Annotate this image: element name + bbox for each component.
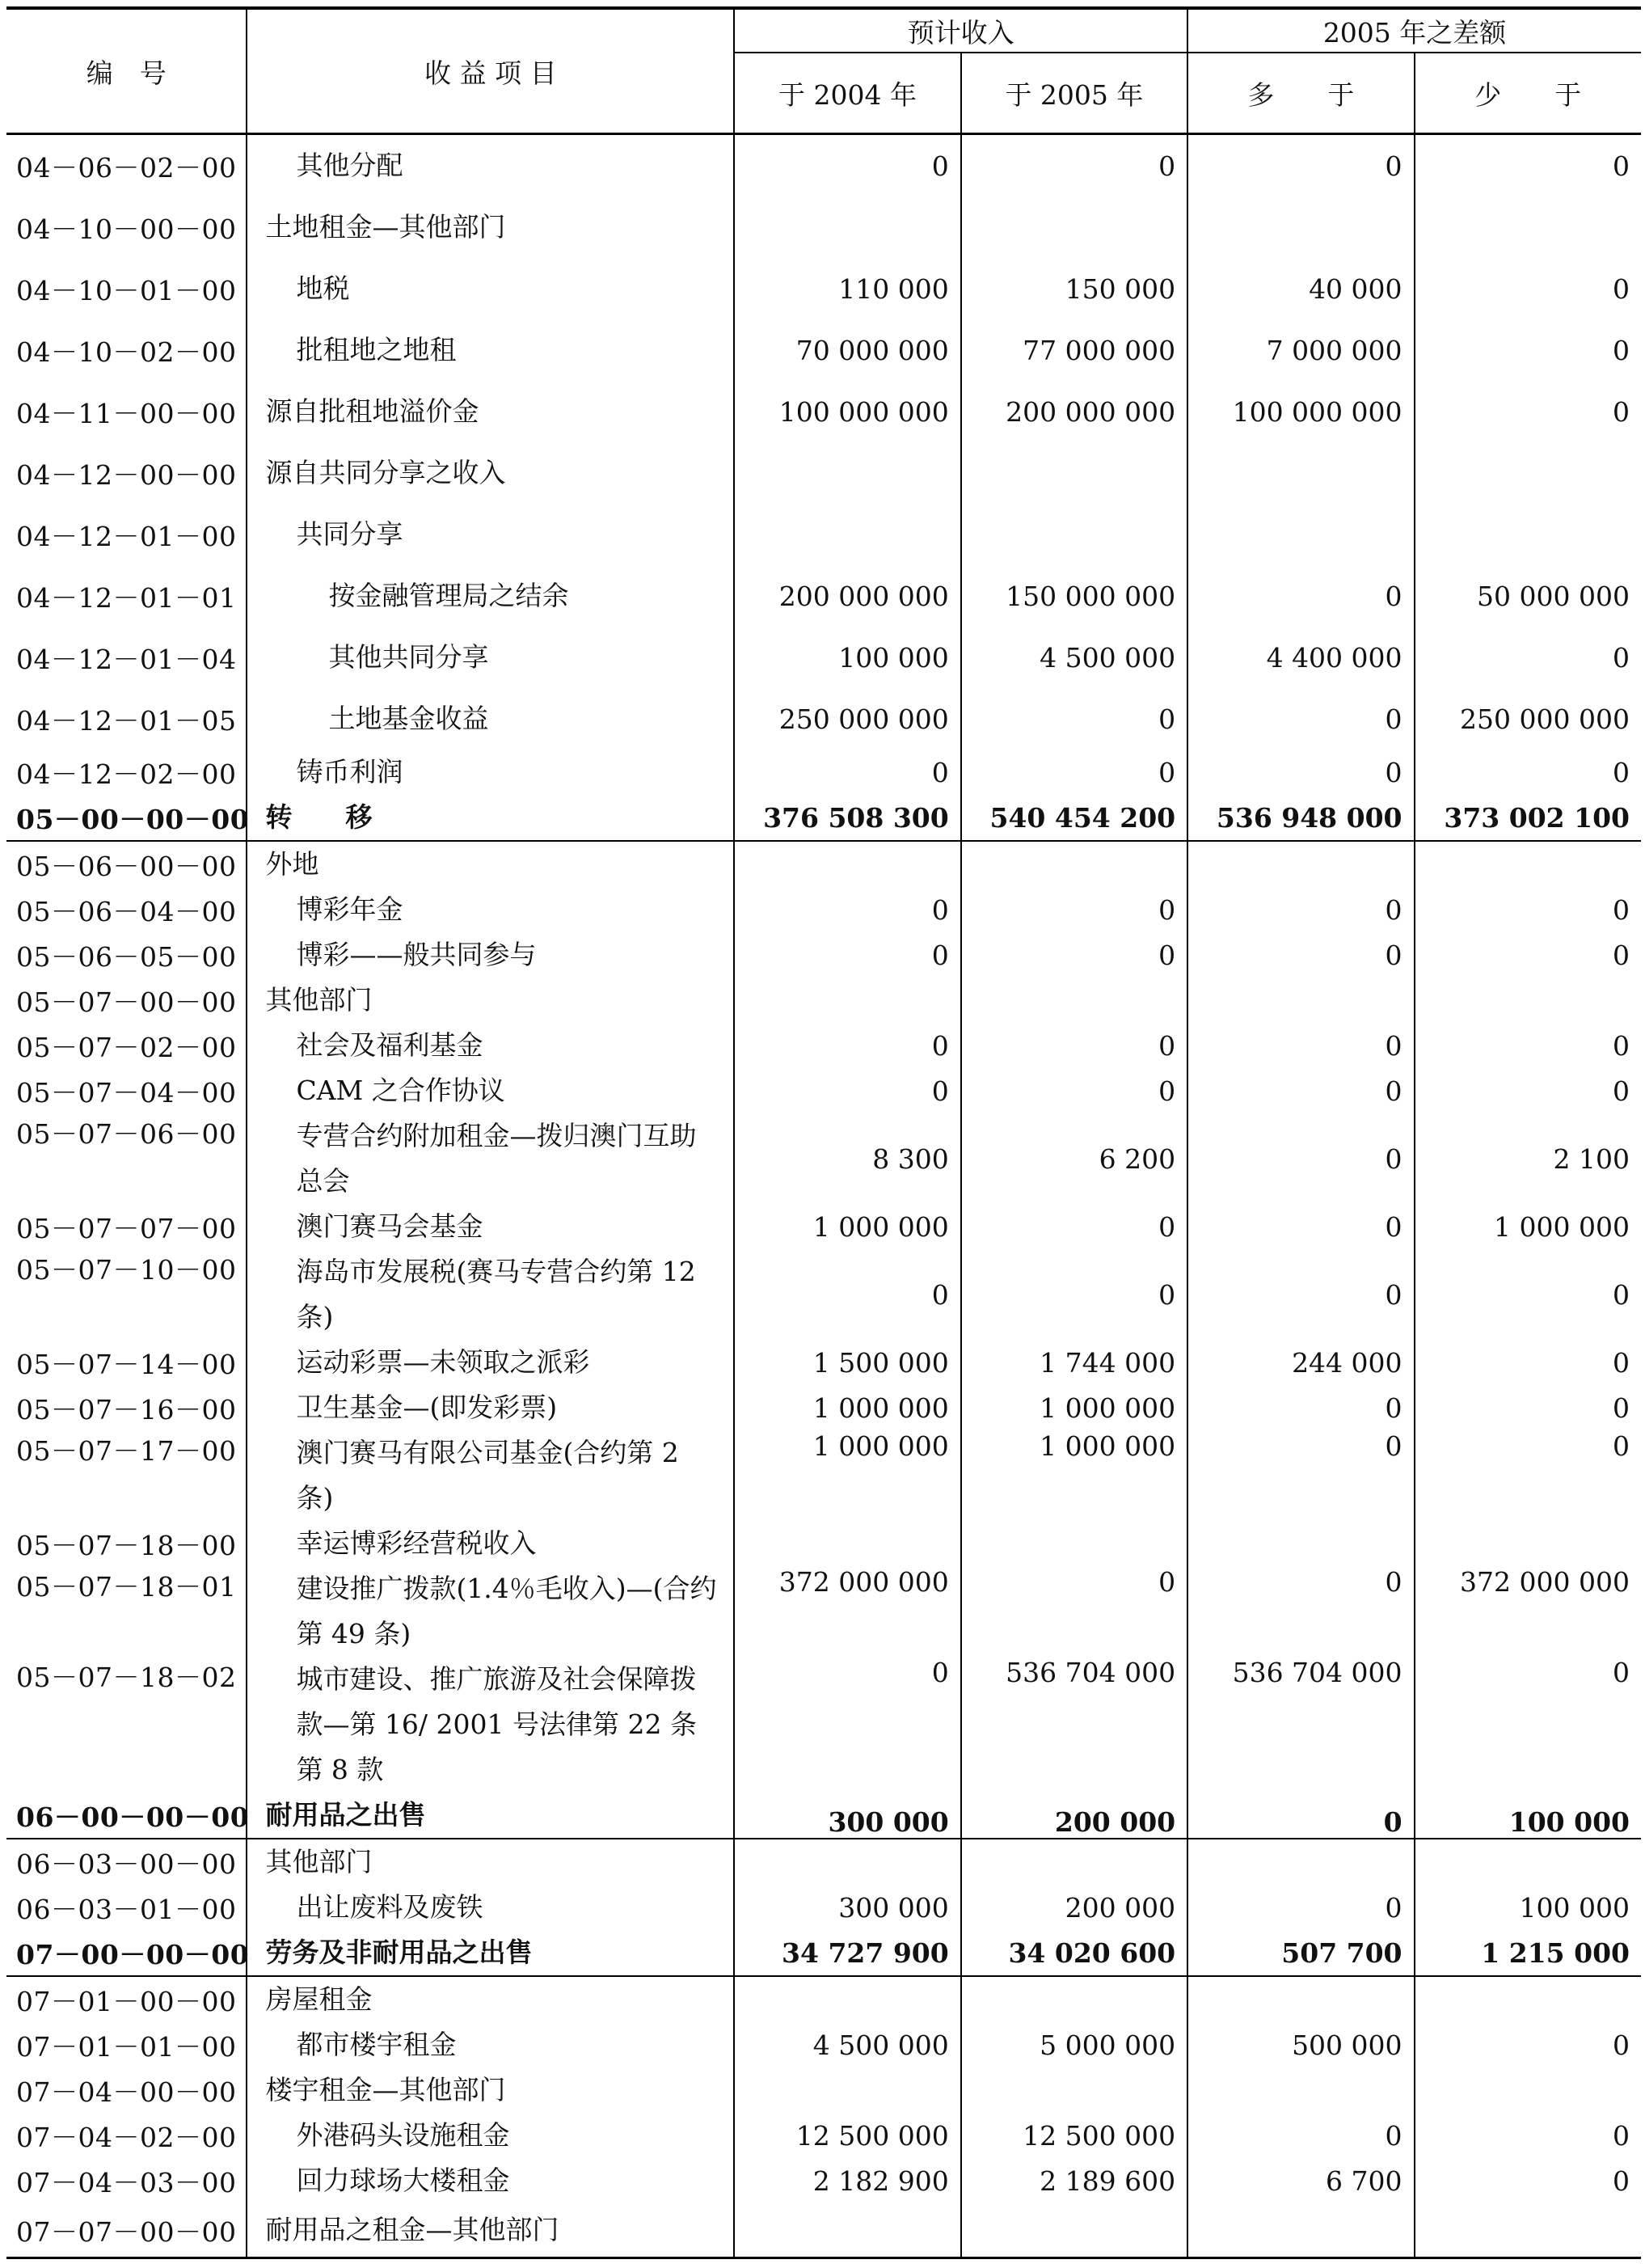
row-item: 幸运博彩经营税收入 <box>247 1521 734 1566</box>
row-item: 其他部门 <box>247 978 734 1023</box>
table-row <box>6 2113 1641 2158</box>
row-item: 地税 <box>247 258 734 319</box>
table-row <box>6 627 1641 688</box>
row-item: 社会及福利基金 <box>247 1023 734 1068</box>
value-less: 0 <box>1613 2029 1630 2061</box>
table-row <box>6 381 1641 442</box>
value-2004: 2 182 900 <box>734 2158 960 2203</box>
value-more: 536 948 000 <box>1187 795 1414 841</box>
value-less <box>1415 196 1641 258</box>
row-item: 土地租金—其他部门 <box>247 196 734 258</box>
table-row <box>6 1430 1641 1521</box>
value-more: 0 <box>1187 932 1414 978</box>
value-2004: 0 <box>734 932 960 978</box>
row-code: 05－06－05－00 <box>6 932 247 978</box>
value-more: 0 <box>1187 1430 1414 1521</box>
value-2004 <box>734 978 960 1023</box>
row-item: 源自批租地溢价金 <box>247 381 734 442</box>
value-more <box>1187 1839 1414 1885</box>
value-2004 <box>734 196 960 258</box>
value-more <box>1187 978 1414 1023</box>
value-more: 0 <box>1187 565 1414 627</box>
table-row <box>6 1068 1641 1113</box>
value-less: 0 <box>1613 1029 1630 1062</box>
value-less: 0 <box>1613 893 1630 926</box>
row-item: 卫生基金—(即发彩票) <box>247 1385 734 1430</box>
row-item: 其他分配 <box>247 134 734 197</box>
header-less: 少 于 <box>1415 53 1641 134</box>
value-less <box>1415 841 1641 887</box>
row-item: 土地基金收益 <box>247 688 734 750</box>
value-less: 0 <box>1613 756 1630 788</box>
value-2004: 0 <box>734 1068 960 1113</box>
value-2005: 0 <box>961 1249 1187 1340</box>
value-2005 <box>961 978 1187 1023</box>
row-code: 05－07－18－01 <box>6 1566 247 1657</box>
value-2004: 0 <box>734 1023 960 1068</box>
value-more: 0 <box>1187 1885 1414 1930</box>
header-item: 收 益 项 目 <box>247 8 734 134</box>
row-code: 05－07－07－00 <box>6 1204 247 1249</box>
value-more: 6 700 <box>1187 2158 1414 2203</box>
table-row-total <box>6 1793 1641 1839</box>
value-more: 0 <box>1187 1385 1414 1430</box>
value-less: 0 <box>1613 1430 1630 1462</box>
row-code: 05－07－18－02 <box>6 1657 247 1793</box>
row-item: 楼宇租金—其他部门 <box>247 2067 734 2113</box>
table-row <box>6 1113 1641 1204</box>
value-2004: 300 000 <box>734 1885 960 1930</box>
table-row <box>6 2067 1641 2113</box>
value-more <box>1187 1976 1414 2022</box>
value-2004: 110 000 <box>734 258 960 319</box>
value-less <box>1415 1839 1641 1885</box>
value-more <box>1187 196 1414 258</box>
value-2005 <box>961 442 1187 504</box>
row-code: 07－04－00－00 <box>6 2067 247 2113</box>
table-row <box>6 1566 1641 1657</box>
table-row-total <box>6 795 1641 841</box>
table-row <box>6 1839 1641 1885</box>
value-less: 0 <box>1613 1075 1630 1107</box>
value-2005: 0 <box>961 1068 1187 1113</box>
row-item: 其他部门 <box>247 1839 734 1885</box>
value-less: 2 100 <box>1553 1142 1630 1175</box>
value-2004: 0 <box>734 134 960 197</box>
value-less: 0 <box>1613 1278 1630 1311</box>
row-item: 澳门赛马有限公司基金(合约第 2 条) <box>247 1430 734 1521</box>
value-2005: 0 <box>961 688 1187 750</box>
table-row <box>6 1976 1641 2022</box>
value-2004 <box>734 1839 960 1885</box>
row-code: 04－10－01－00 <box>6 258 247 319</box>
value-2004: 8 300 <box>734 1113 960 1204</box>
row-code: 07－07－00－00 <box>6 2203 247 2258</box>
row-code: 06－03－01－00 <box>6 1885 247 1930</box>
value-less: 0 <box>1613 1657 1630 1688</box>
value-less: 0 <box>1613 641 1630 674</box>
value-less: 0 <box>1613 939 1630 971</box>
row-item: 房屋租金 <box>247 1976 734 2022</box>
table-row <box>6 841 1641 887</box>
value-more: 0 <box>1187 750 1414 795</box>
value-less: 0 <box>1613 334 1630 366</box>
value-2005 <box>961 2067 1187 2113</box>
value-2005: 0 <box>961 134 1187 197</box>
value-more: 0 <box>1187 134 1414 197</box>
value-2005: 0 <box>961 1566 1187 1657</box>
value-more: 536 704 000 <box>1187 1657 1414 1793</box>
value-more: 0 <box>1187 1204 1414 1249</box>
value-2005 <box>961 841 1187 887</box>
value-2005: 200 000 <box>961 1793 1187 1839</box>
row-code: 05－06－00－00 <box>6 841 247 887</box>
table-row <box>6 1385 1641 1430</box>
row-item: 城市建设、推广旅游及社会保障拨款—第 16/ 2001 号法律第 22 条第 8 款 <box>247 1657 734 1793</box>
value-2005: 1 000 000 <box>961 1385 1187 1430</box>
row-item: 专营合约附加租金—拨归澳门互助总会 <box>247 1113 734 1204</box>
row-item: 运动彩票—未领取之派彩 <box>247 1340 734 1385</box>
row-item: 海岛市发展税(赛马专营合约第 12 条) <box>247 1249 734 1340</box>
row-code: 04－12－02－00 <box>6 750 247 795</box>
value-2004: 0 <box>734 1249 960 1340</box>
row-code: 07－00－00－00 <box>6 1930 247 1976</box>
row-item: 都市楼宇租金 <box>247 2022 734 2067</box>
value-2004: 372 000 000 <box>734 1566 960 1657</box>
header-more: 多 于 <box>1187 53 1414 134</box>
row-code: 04－12－01－04 <box>6 627 247 688</box>
row-code: 04－10－00－00 <box>6 196 247 258</box>
value-more: 244 000 <box>1187 1340 1414 1385</box>
row-item: 外地 <box>247 841 734 887</box>
table-row <box>6 978 1641 1023</box>
row-code: 04－12－00－00 <box>6 442 247 504</box>
value-2004: 0 <box>734 887 960 932</box>
value-more: 500 000 <box>1187 2022 1414 2067</box>
value-2005: 4 500 000 <box>961 627 1187 688</box>
row-code: 05－07－14－00 <box>6 1340 247 1385</box>
value-2005: 77 000 000 <box>961 319 1187 381</box>
row-code: 04－12－01－05 <box>6 688 247 750</box>
value-2004: 250 000 000 <box>734 688 960 750</box>
value-less: 0 <box>1613 1392 1630 1424</box>
value-more: 0 <box>1187 1566 1414 1657</box>
value-2004 <box>734 442 960 504</box>
table-row <box>6 1521 1641 1566</box>
table-body <box>6 134 1641 2258</box>
value-2005: 2 189 600 <box>961 2158 1187 2203</box>
value-more: 0 <box>1187 1068 1414 1113</box>
row-code: 05－07－17－00 <box>6 1430 247 1521</box>
value-more: 40 000 <box>1187 258 1414 319</box>
value-more: 0 <box>1187 688 1414 750</box>
row-code: 07－04－03－00 <box>6 2158 247 2203</box>
table-row <box>6 442 1641 504</box>
row-code: 06－03－00－00 <box>6 1839 247 1885</box>
row-code: 05－07－18－00 <box>6 1521 247 1566</box>
value-more <box>1187 841 1414 887</box>
table-row <box>6 1885 1641 1930</box>
table-row <box>6 688 1641 750</box>
row-code: 05－07－00－00 <box>6 978 247 1023</box>
value-2005 <box>961 1976 1187 2022</box>
value-2004 <box>734 1976 960 2022</box>
value-less: 0 <box>1613 2119 1630 2152</box>
value-less <box>1415 2067 1641 2113</box>
table-row <box>6 319 1641 381</box>
row-code: 07－04－02－00 <box>6 2113 247 2158</box>
value-2004: 100 000 <box>734 627 960 688</box>
row-code: 05－07－16－00 <box>6 1385 247 1430</box>
value-less <box>1415 442 1641 504</box>
value-less <box>1415 1976 1641 2022</box>
value-2005: 1 744 000 <box>961 1340 1187 1385</box>
value-2005: 5 000 000 <box>961 2022 1187 2067</box>
value-2004 <box>734 841 960 887</box>
value-less: 100 000 <box>1519 1891 1630 1924</box>
value-2005 <box>961 504 1187 565</box>
table-header <box>6 8 1641 134</box>
row-code: 05－07－02－00 <box>6 1023 247 1068</box>
value-more: 0 <box>1187 887 1414 932</box>
value-more <box>1187 2067 1414 2113</box>
row-code: 05－07－10－00 <box>6 1249 247 1340</box>
value-more <box>1187 504 1414 565</box>
row-code: 05－00－00－00 <box>6 795 247 841</box>
value-less: 1 215 000 <box>1415 1930 1641 1976</box>
value-more: 4 400 000 <box>1187 627 1414 688</box>
row-code: 06－00－00－00 <box>6 1793 247 1839</box>
row-item: 建设推广拨款(1.4％毛收入)—(合约第 49 条) <box>247 1566 734 1657</box>
row-item: 出让废料及废铁 <box>247 1885 734 1930</box>
row-code: 05－06－04－00 <box>6 887 247 932</box>
table-row <box>6 1204 1641 1249</box>
row-code: 04－10－02－00 <box>6 319 247 381</box>
header-code: 编 号 <box>6 8 247 134</box>
value-2004 <box>734 1521 960 1566</box>
value-2005: 12 500 000 <box>961 2113 1187 2158</box>
table-row <box>6 2158 1641 2203</box>
row-item: 共同分享 <box>247 504 734 565</box>
value-2004: 4 500 000 <box>734 2022 960 2067</box>
table-row <box>6 504 1641 565</box>
value-2004: 300 000 <box>734 1793 960 1839</box>
value-more: 0 <box>1187 1113 1414 1204</box>
value-2004: 0 <box>734 1657 960 1793</box>
table-row <box>6 1657 1641 1793</box>
value-2005: 6 200 <box>961 1113 1187 1204</box>
row-item: 源自共同分享之收入 <box>247 442 734 504</box>
value-more <box>1187 442 1414 504</box>
value-2005: 150 000 000 <box>961 565 1187 627</box>
row-item: CAM 之合作协议 <box>247 1068 734 1113</box>
value-2005 <box>961 196 1187 258</box>
value-less: 0 <box>1613 1346 1630 1379</box>
value-less: 373 002 100 <box>1415 795 1641 841</box>
row-item: 转 移 <box>247 795 734 841</box>
value-2005 <box>961 1839 1187 1885</box>
value-less: 0 <box>1613 2165 1630 2197</box>
value-more <box>1187 2203 1414 2258</box>
value-less <box>1415 978 1641 1023</box>
value-less: 0 <box>1613 150 1630 182</box>
value-2005: 34 020 600 <box>961 1930 1187 1976</box>
value-less: 372 000 000 <box>1460 1566 1630 1598</box>
table-row <box>6 196 1641 258</box>
row-code: 07－01－01－00 <box>6 2022 247 2067</box>
value-2004: 1 000 000 <box>734 1204 960 1249</box>
value-2004: 1 500 000 <box>734 1340 960 1385</box>
value-2004: 0 <box>734 750 960 795</box>
value-2005: 0 <box>961 1204 1187 1249</box>
value-2004: 100 000 000 <box>734 381 960 442</box>
row-item: 外港码头设施租金 <box>247 2113 734 2158</box>
value-2004: 376 508 300 <box>734 795 960 841</box>
value-more: 0 <box>1187 1249 1414 1340</box>
value-2005: 0 <box>961 887 1187 932</box>
value-more: 0 <box>1187 2113 1414 2158</box>
table-row-total <box>6 1930 1641 1976</box>
value-2005: 150 000 <box>961 258 1187 319</box>
value-2005: 200 000 000 <box>961 381 1187 442</box>
table-row <box>6 1340 1641 1385</box>
table-row <box>6 258 1641 319</box>
row-code: 04－12－01－01 <box>6 565 247 627</box>
table-row <box>6 2022 1641 2067</box>
row-item: 其他共同分享 <box>247 627 734 688</box>
value-more: 507 700 <box>1187 1930 1414 1976</box>
row-item: 澳门赛马会基金 <box>247 1204 734 1249</box>
value-2005: 0 <box>961 750 1187 795</box>
row-code: 04－11－00－00 <box>6 381 247 442</box>
table-row <box>6 1023 1641 1068</box>
revenue-table <box>6 6 1641 2259</box>
value-more: 7 000 000 <box>1187 319 1414 381</box>
value-more: 100 000 000 <box>1187 381 1414 442</box>
header-diff-group: 2005 年之差额 <box>1187 8 1641 53</box>
value-less <box>1415 1521 1641 1566</box>
row-code: 05－07－04－00 <box>6 1068 247 1113</box>
header-2004: 于 2004 年 <box>734 53 960 134</box>
value-more <box>1187 1521 1414 1566</box>
row-item: 劳务及非耐用品之出售 <box>247 1930 734 1976</box>
row-item: 回力球场大楼租金 <box>247 2158 734 2203</box>
row-code: 04－12－01－00 <box>6 504 247 565</box>
row-item: 批租地之地租 <box>247 319 734 381</box>
row-item: 耐用品之出售 <box>247 1793 734 1839</box>
header-2005: 于 2005 年 <box>961 53 1187 134</box>
row-item: 博彩年金 <box>247 887 734 932</box>
value-2005: 540 454 200 <box>961 795 1187 841</box>
row-item: 耐用品之租金—其他部门 <box>247 2203 734 2258</box>
table-row <box>6 932 1641 978</box>
value-less <box>1415 504 1641 565</box>
row-code: 07－01－00－00 <box>6 1976 247 2022</box>
value-less: 0 <box>1613 395 1630 428</box>
value-2004: 34 727 900 <box>734 1930 960 1976</box>
value-less: 100 000 <box>1415 1793 1641 1839</box>
row-item: 铸币利润 <box>247 750 734 795</box>
value-less: 1 000 000 <box>1494 1210 1630 1243</box>
value-2005 <box>961 2203 1187 2258</box>
value-less: 50 000 000 <box>1477 580 1630 612</box>
row-code: 04－06－02－00 <box>6 134 247 197</box>
value-less: 0 <box>1613 272 1630 305</box>
value-2004: 200 000 000 <box>734 565 960 627</box>
value-less: 250 000 000 <box>1460 703 1630 735</box>
value-2004: 1 000 000 <box>734 1430 960 1521</box>
value-more: 0 <box>1187 1793 1414 1839</box>
table-row <box>6 2203 1641 2258</box>
value-2004 <box>734 504 960 565</box>
value-2005: 1 000 000 <box>961 1430 1187 1521</box>
value-more: 0 <box>1187 1023 1414 1068</box>
table-row <box>6 1249 1641 1340</box>
row-item: 按金融管理局之结余 <box>247 565 734 627</box>
value-2005: 0 <box>961 932 1187 978</box>
value-2004: 1 000 000 <box>734 1385 960 1430</box>
value-less <box>1415 2203 1641 2258</box>
table-row <box>6 134 1641 197</box>
value-2005: 200 000 <box>961 1885 1187 1930</box>
table-row <box>6 565 1641 627</box>
table-row <box>6 887 1641 932</box>
row-item: 博彩——般共同参与 <box>247 932 734 978</box>
value-2004: 70 000 000 <box>734 319 960 381</box>
row-code: 05－07－06－00 <box>6 1113 247 1204</box>
value-2005: 0 <box>961 1023 1187 1068</box>
value-2004 <box>734 2067 960 2113</box>
value-2005: 536 704 000 <box>961 1657 1187 1793</box>
header-expected-group: 预计收入 <box>734 8 1187 53</box>
table-row <box>6 750 1641 795</box>
value-2004: 12 500 000 <box>734 2113 960 2158</box>
value-2004 <box>734 2203 960 2258</box>
value-2005 <box>961 1521 1187 1566</box>
